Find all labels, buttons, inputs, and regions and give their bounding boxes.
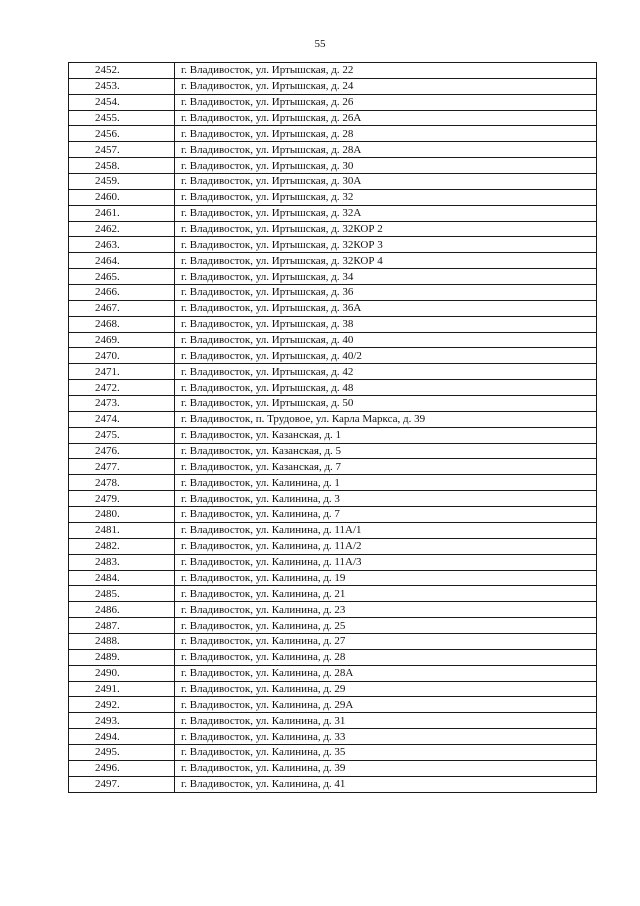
address-cell: г. Владивосток, ул. Калинина, д. 3 [175,491,597,507]
row-number-cell: 2482. [69,538,175,554]
row-number-cell: 2484. [69,570,175,586]
row-number-cell: 2492. [69,697,175,713]
address-cell: г. Владивосток, ул. Калинина, д. 29 [175,681,597,697]
address-cell: г. Владивосток, ул. Иртышская, д. 24 [175,78,597,94]
address-table-body [69,63,597,793]
row-number-cell: 2494. [69,729,175,745]
row-number-cell: 2473. [69,396,175,412]
address-cell: г. Владивосток, ул. Иртышская, д. 22 [175,63,597,79]
table-row [69,411,597,427]
address-cell: г. Владивосток, ул. Калинина, д. 23 [175,602,597,618]
table-row [69,78,597,94]
address-cell: г. Владивосток, ул. Калинина, д. 11А/3 [175,554,597,570]
table-row [69,94,597,110]
table-row [69,253,597,269]
table-row [69,729,597,745]
table-row [69,776,597,792]
address-cell: г. Владивосток, ул. Иртышская, д. 50 [175,396,597,412]
row-number-cell: 2468. [69,316,175,332]
table-row [69,300,597,316]
row-number-cell: 2491. [69,681,175,697]
address-cell: г. Владивосток, ул. Калинина, д. 33 [175,729,597,745]
table-row [69,459,597,475]
address-cell: г. Владивосток, ул. Иртышская, д. 38 [175,316,597,332]
address-cell: г. Владивосток, ул. Иртышская, д. 32КОР 3 [175,237,597,253]
address-cell: г. Владивосток, ул. Калинина, д. 11А/1 [175,522,597,538]
row-number-cell: 2497. [69,776,175,792]
address-cell: г. Владивосток, ул. Иртышская, д. 48 [175,380,597,396]
address-cell: г. Владивосток, ул. Калинина, д. 1 [175,475,597,491]
row-number-cell: 2493. [69,713,175,729]
address-cell: г. Владивосток, ул. Калинина, д. 19 [175,570,597,586]
row-number-cell: 2489. [69,649,175,665]
row-number-cell: 2465. [69,269,175,285]
address-table [68,62,597,793]
row-number-cell: 2476. [69,443,175,459]
table-row [69,110,597,126]
row-number-cell: 2452. [69,63,175,79]
address-cell: г. Владивосток, ул. Калинина, д. 7 [175,507,597,523]
address-cell: г. Владивосток, ул. Иртышская, д. 40 [175,332,597,348]
table-row [69,348,597,364]
row-number-cell: 2477. [69,459,175,475]
row-number-cell: 2480. [69,507,175,523]
row-number-cell: 2478. [69,475,175,491]
table-row [69,744,597,760]
table-row [69,713,597,729]
table-row [69,364,597,380]
row-number-cell: 2496. [69,760,175,776]
row-number-cell: 2458. [69,158,175,174]
row-number-cell: 2460. [69,189,175,205]
table-row [69,554,597,570]
address-cell: г. Владивосток, ул. Иртышская, д. 42 [175,364,597,380]
table-row [69,538,597,554]
table-row [69,396,597,412]
address-cell: г. Владивосток, ул. Иртышская, д. 26А [175,110,597,126]
table-row [69,205,597,221]
row-number-cell: 2488. [69,633,175,649]
table-row [69,142,597,158]
page-number: 55 [314,38,326,50]
address-cell: г. Владивосток, ул. Казанская, д. 1 [175,427,597,443]
address-cell: г. Владивосток, ул. Иртышская, д. 28А [175,142,597,158]
row-number-cell: 2495. [69,744,175,760]
row-number-cell: 2454. [69,94,175,110]
row-number-cell: 2456. [69,126,175,142]
row-number-cell: 2453. [69,78,175,94]
table-row [69,380,597,396]
table-row [69,332,597,348]
table-row [69,126,597,142]
row-number-cell: 2455. [69,110,175,126]
address-cell: г. Владивосток, ул. Калинина, д. 28А [175,665,597,681]
address-cell: г. Владивосток, ул. Калинина, д. 31 [175,713,597,729]
table-row [69,316,597,332]
address-cell: г. Владивосток, ул. Калинина, д. 41 [175,776,597,792]
address-cell: г. Владивосток, ул. Калинина, д. 28 [175,649,597,665]
row-number-cell: 2464. [69,253,175,269]
address-cell: г. Владивосток, ул. Иртышская, д. 32КОР 4 [175,253,597,269]
address-cell: г. Владивосток, ул. Иртышская, д. 32КОР 2 [175,221,597,237]
table-row [69,697,597,713]
address-cell: г. Владивосток, ул. Иртышская, д. 30А [175,174,597,190]
address-cell: г. Владивосток, ул. Калинина, д. 11А/2 [175,538,597,554]
row-number-cell: 2471. [69,364,175,380]
table-row [69,237,597,253]
row-number-cell: 2467. [69,300,175,316]
row-number-cell: 2483. [69,554,175,570]
table-row [69,158,597,174]
row-number-cell: 2472. [69,380,175,396]
table-row [69,618,597,634]
address-cell: г. Владивосток, ул. Иртышская, д. 28 [175,126,597,142]
address-cell: г. Владивосток, ул. Иртышская, д. 26 [175,94,597,110]
address-cell: г. Владивосток, ул. Калинина, д. 21 [175,586,597,602]
address-cell: г. Владивосток, ул. Иртышская, д. 30 [175,158,597,174]
table-row [69,491,597,507]
row-number-cell: 2490. [69,665,175,681]
address-cell: г. Владивосток, ул. Иртышская, д. 32 [175,189,597,205]
table-row [69,507,597,523]
table-row [69,649,597,665]
address-cell: г. Владивосток, ул. Калинина, д. 29А [175,697,597,713]
table-row [69,63,597,79]
row-number-cell: 2470. [69,348,175,364]
row-number-cell: 2461. [69,205,175,221]
row-number-cell: 2474. [69,411,175,427]
table-row [69,285,597,301]
address-cell: г. Владивосток, п. Трудовое, ул. Карла Маркса, д. 39 [175,411,597,427]
table-row [69,269,597,285]
table-row [69,665,597,681]
table-row [69,586,597,602]
row-number-cell: 2462. [69,221,175,237]
address-cell: г. Владивосток, ул. Казанская, д. 7 [175,459,597,475]
row-number-cell: 2469. [69,332,175,348]
address-cell: г. Владивосток, ул. Иртышская, д. 40/2 [175,348,597,364]
address-cell: г. Владивосток, ул. Иртышская, д. 36 [175,285,597,301]
address-cell: г. Владивосток, ул. Калинина, д. 27 [175,633,597,649]
address-cell: г. Владивосток, ул. Иртышская, д. 32А [175,205,597,221]
row-number-cell: 2457. [69,142,175,158]
row-number-cell: 2481. [69,522,175,538]
row-number-cell: 2475. [69,427,175,443]
row-number-cell: 2459. [69,174,175,190]
table-row [69,633,597,649]
table-row [69,221,597,237]
table-row [69,570,597,586]
row-number-cell: 2485. [69,586,175,602]
address-cell: г. Владивосток, ул. Иртышская, д. 34 [175,269,597,285]
row-number-cell: 2466. [69,285,175,301]
row-number-cell: 2463. [69,237,175,253]
address-cell: г. Владивосток, ул. Иртышская, д. 36А [175,300,597,316]
table-row [69,174,597,190]
table-row [69,522,597,538]
table-row [69,602,597,618]
row-number-cell: 2486. [69,602,175,618]
table-row [69,475,597,491]
row-number-cell: 2479. [69,491,175,507]
address-cell: г. Владивосток, ул. Калинина, д. 35 [175,744,597,760]
address-cell: г. Владивосток, ул. Казанская, д. 5 [175,443,597,459]
address-cell: г. Владивосток, ул. Калинина, д. 39 [175,760,597,776]
table-row [69,443,597,459]
table-row [69,681,597,697]
table-row [69,427,597,443]
table-row [69,760,597,776]
table-row [69,189,597,205]
row-number-cell: 2487. [69,618,175,634]
address-cell: г. Владивосток, ул. Калинина, д. 25 [175,618,597,634]
